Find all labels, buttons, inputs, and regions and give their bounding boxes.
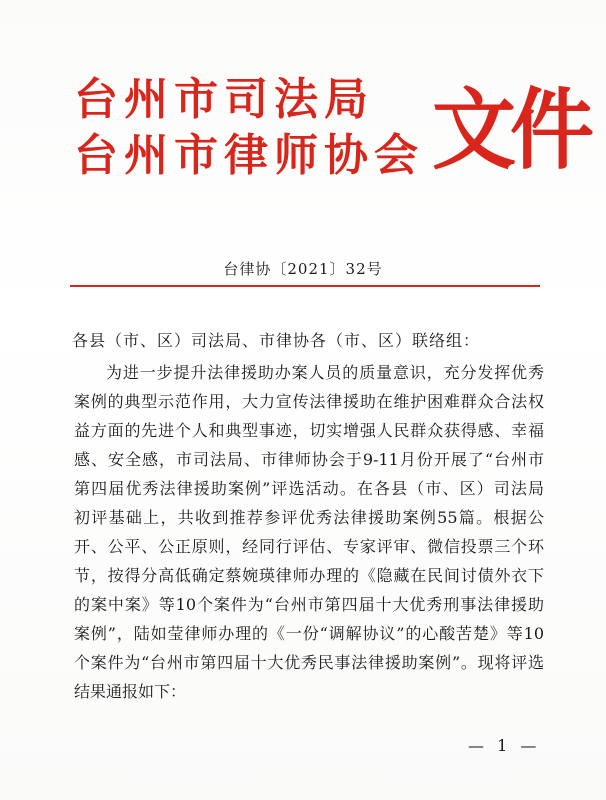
body-line: 第四届优秀法律援助案例”评选活动。在各县（市、区）司法局 [74,479,544,498]
body-line: 为进一步提升法律援助办案人员的质量意识，充分发挥优秀 [106,363,544,382]
body-line: 的案中案》等10个案件为“台州市第四届十大优秀刑事法律援助 [74,595,544,614]
body-line: 益方面的先进个人和典型事迹，切实增强人民群众获得感、幸福 [74,421,544,440]
document-type-title: 文件 [432,77,589,182]
body-line: 个案件为“台州市第四届十大优秀民事法律援助案例”。现将评选 [74,653,544,672]
issuer-name-judicial-bureau: 台州市司法局 [74,74,374,125]
body-line: 结果通报如下： [74,682,187,701]
issuer-name-lawyers-association: 台州市律师协会 [74,130,424,181]
salutation: 各县（市、区）司法局、市律协各（市、区）联络组： [72,331,481,350]
body-line: 开、公平、公正原则，经同行评估、专家评审、微信投票三个环 [74,537,544,556]
body-line: 感、安全感，市司法局、市律师协会于9-11月份开展了“台州市 [74,450,544,469]
document-number: 台律协〔2021〕32号 [223,260,383,278]
body-line: 案例”，陆如莹律师办理的《一份“调解协议”的心酸苦楚》等10 [74,624,544,643]
body-line: 初评基础上，共收到推荐参评优秀法律援助案例55篇。根据公 [74,508,544,527]
body-line: 案例的典型示范作用，大力宣传法律援助在维护困难群众合法权 [74,392,544,411]
red-divider-line [70,285,540,287]
body-line: 节，按得分高低确定蔡婉瑛律师办理的《隐藏在民间讨债外衣下 [74,566,544,585]
page-number: — 1 — [468,736,541,755]
body-paragraph [74,358,544,706]
